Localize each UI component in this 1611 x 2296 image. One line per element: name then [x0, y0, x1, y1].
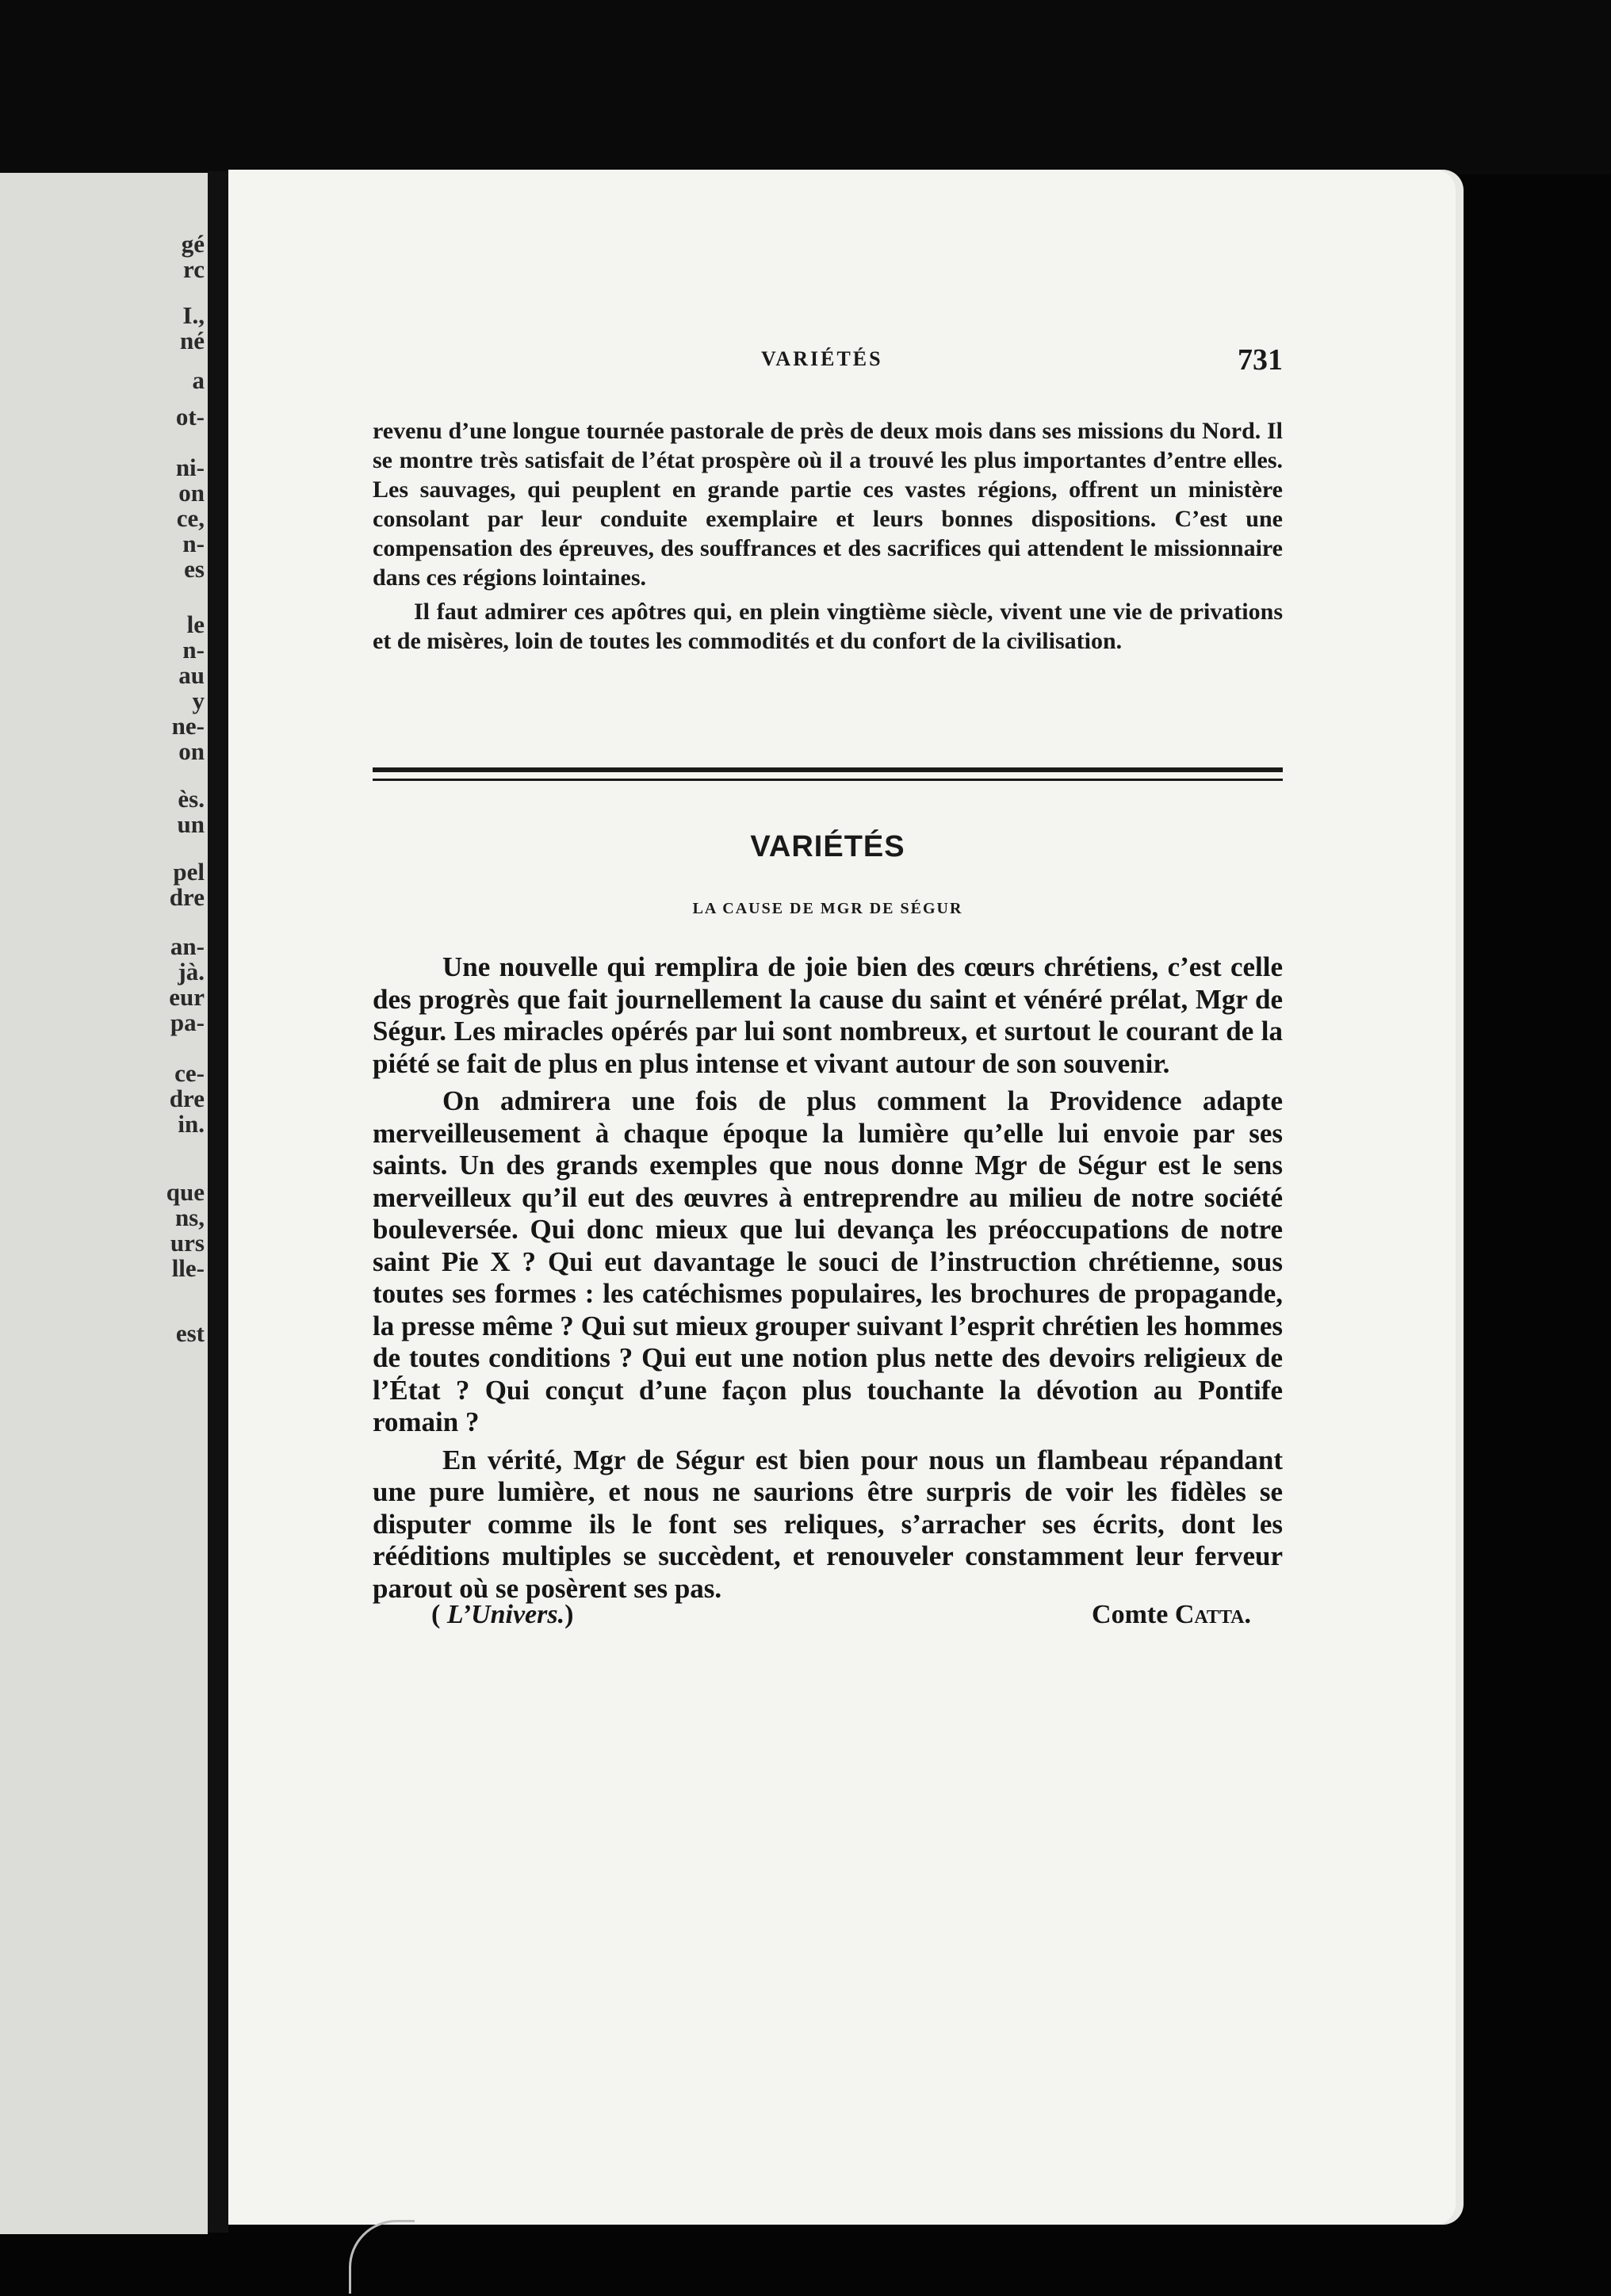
- scan-artifact-curl: [349, 2220, 415, 2294]
- continued-text: [373, 416, 1283, 656]
- book-spine: [208, 171, 228, 2233]
- left-page-fragment: on: [178, 479, 205, 507]
- source-close-paren: ): [564, 1600, 574, 1629]
- source-citation: [431, 1600, 573, 1630]
- section-title: VARIÉTÉS: [750, 830, 905, 863]
- section-divider-thin: [373, 779, 1283, 781]
- left-page-fragment: gé: [181, 230, 205, 258]
- left-page-fragment: y: [192, 687, 205, 714]
- left-page-fragment: le: [186, 610, 205, 638]
- left-page-fragment: ot-: [175, 403, 205, 430]
- left-page-fragment: ce,: [176, 504, 205, 532]
- left-page-fragment: an-: [170, 932, 205, 960]
- left-page-fragment: I.,: [182, 301, 205, 329]
- page-header: [373, 342, 1283, 382]
- source-name: L’Univers.: [446, 1600, 565, 1629]
- paragraph: Il faut admirer ces apôtres qui, en plein vingtième siècle, vivent une vie de privations et de misères, loin de toutes les commodités et du confort de la civilisation.: [373, 599, 1283, 654]
- left-page-fragment: né: [180, 327, 205, 354]
- left-page-fragment: ne-: [171, 712, 205, 740]
- left-page-fragment: rc: [183, 255, 205, 283]
- left-page-fragment: ns,: [174, 1203, 205, 1231]
- left-facing-page: [0, 173, 208, 2234]
- paragraph: On admirera une fois de plus comment la Providence adapte merveilleusement à chaque époque la lumière qu’elle lui envoie par ses saints. Un des grands exemples que nous donne Mgr de Ségur est le sens merveilleux qu’il eut des œuvres à entreprendre au milieu de notre société bouleversée. Qui donc mieux que lui devança les préoccupations de notre saint Pie X ? Qui eut davantage le souci de l’instruction chrétienne, sous toutes ses formes : les catéchismes populaires, les brochures de propagande, la presse même ? Qui sut mieux grouper suivant l’esprit chrétien les hommes de toutes conditions ? Qui eut une notion plus nette des devoirs religieux de l’État ? Qui conçut d’une façon plus touchante la dévotion au Pontife romain ?: [373, 1085, 1283, 1437]
- article-body: [373, 951, 1283, 1605]
- section-divider-thick: [373, 767, 1283, 772]
- left-page-fragment: on: [178, 737, 205, 765]
- scan-top-border: [0, 0, 1611, 174]
- source-open-paren: (: [431, 1600, 441, 1629]
- left-page-fragment: urs: [170, 1229, 205, 1257]
- left-page-fragment: un: [177, 810, 205, 838]
- paragraph: Une nouvelle qui remplira de joie bien des cœurs chrétiens, c’est celle des progrès que fait journellement la cause du saint et vénéré prélat, Mgr de Ségur. Les miracles opérés par lui sont nombreux, et surtout le courant de la piété se fait de plus en plus intense et vivant autour de son souvenir.: [373, 951, 1283, 1079]
- left-page-fragment: n-: [182, 636, 205, 664]
- author-prefix: Comte: [1092, 1600, 1169, 1629]
- left-page-fragment: in.: [178, 1110, 205, 1138]
- left-page-fragment: n-: [182, 530, 205, 557]
- article-title: LA CAUSE DE MGR DE SÉGUR: [692, 900, 963, 917]
- left-page-fragment: ce-: [174, 1059, 205, 1087]
- author-name: Catta.: [1174, 1600, 1251, 1629]
- left-page-fragment: ès.: [178, 785, 205, 813]
- paragraph: revenu d’une longue tournée pastorale de près de deux mois dans ses missions du Nord. Il se montre très satisfait de l’état prospère où il a trouvé les plus importantes d’entre elles. Les sauvages, qui peuplent en grande partie ces vastes régions, offrent un ministère consolant par leur conduite exemplaire et leurs bonnes dispositions. C’est une compensation des épreuves, des souffrances et des sacrifices qui attendent le missionnaire dans ces régions lointaines.: [373, 418, 1283, 591]
- paragraph: En vérité, Mgr de Ségur est bien pour nous un flambeau répandant une pure lumière, et nous ne saurions être surpris de voir les fidèles se disputer comme ils le font ses reliques, s’arracher ses écrits, dont les rééditions multiples se succèdent, et renouveler constamment leur ferveur parout où se posèrent ses pas.: [373, 1444, 1283, 1604]
- left-page-fragment: jà.: [178, 958, 205, 985]
- page-number: 731: [1238, 343, 1283, 377]
- left-page-fragment: pel: [173, 858, 205, 886]
- running-head: VARIÉTÉS: [761, 347, 883, 370]
- left-page-fragment: eur: [169, 983, 205, 1011]
- left-page-fragment: est: [175, 1319, 205, 1347]
- left-page-fragment: es: [184, 555, 205, 583]
- attribution-line: [373, 1600, 1283, 1636]
- left-page-fragment: dre: [169, 1085, 205, 1112]
- left-page-fragment: pa-: [170, 1008, 205, 1036]
- left-page-fragment: que: [166, 1178, 205, 1206]
- left-page-fragment: dre: [169, 883, 205, 911]
- left-page-fragment: lle-: [171, 1254, 205, 1282]
- author-signature: [1092, 1600, 1251, 1630]
- left-page-fragment: a: [192, 366, 205, 394]
- left-page-fragment: au: [178, 661, 205, 689]
- left-page-fragment: ni-: [175, 453, 205, 481]
